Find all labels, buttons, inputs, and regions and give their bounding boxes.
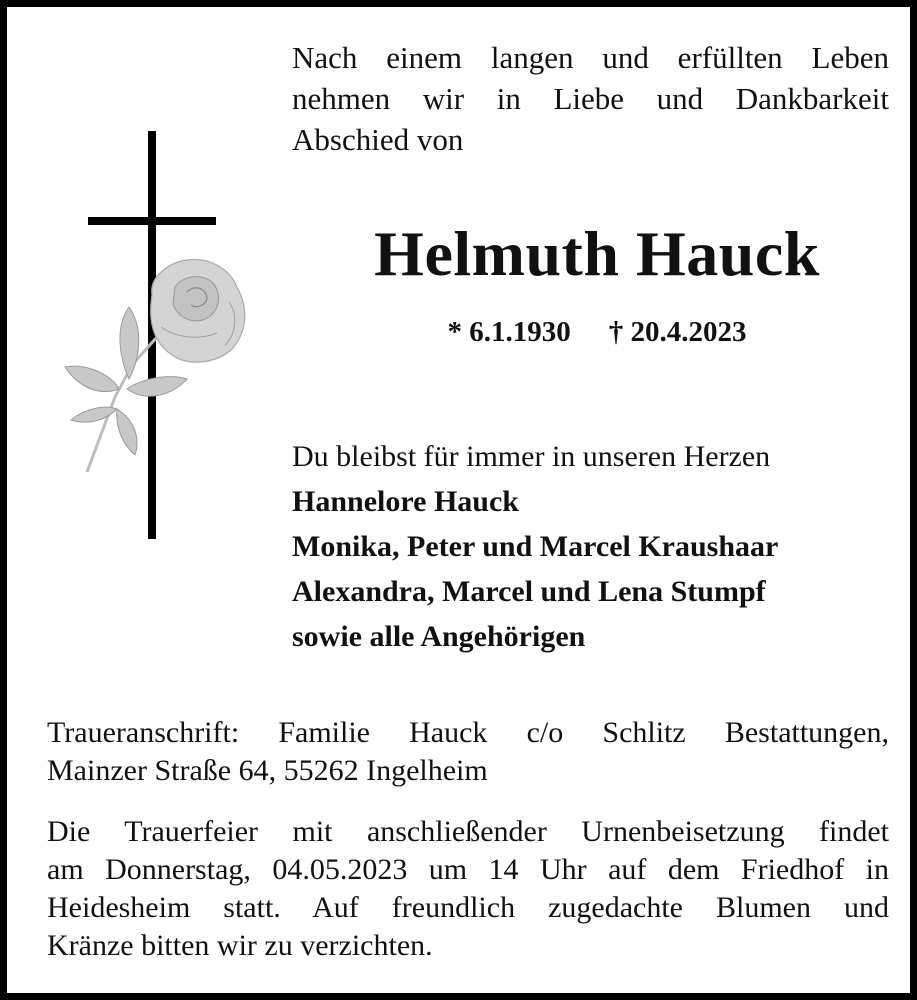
funeral-line: Kränze bitten wir zu verzichten.	[47, 929, 433, 962]
mourner: sowie alle Angehörigen	[292, 620, 586, 653]
intro-line: nehmen wir in Liebe und Dankbarkeit	[292, 81, 889, 116]
funeral-line: Heidesheim statt. Auf freundlich zugedachte Blumen und	[47, 891, 889, 924]
mourning-address	[47, 714, 889, 790]
mourners-block	[292, 434, 892, 659]
birth-date: * 6.1.1930	[447, 316, 571, 348]
mourner: Hannelore Hauck	[292, 485, 519, 518]
mourner: Alexandra, Marcel und Lena Stumpf	[292, 575, 766, 608]
intro-line: Abschied von	[292, 122, 464, 157]
intro-line: Nach einem langen und erfüllten Leben	[292, 40, 889, 75]
cross-with-rose-icon	[57, 127, 257, 542]
funeral-info	[47, 813, 889, 965]
funeral-line: Die Trauerfeier mit anschließender Urnenbeisetzung findet	[47, 815, 889, 848]
address-line: Traueranschrift: Familie Hauck c/o Schlitz Bestattungen,	[47, 716, 889, 749]
intro-text	[292, 37, 889, 160]
farewell-line: Du bleibst für immer in unseren Herzen	[292, 440, 771, 473]
funeral-line: am Donnerstag, 04.05.2023 um 14 Uhr auf dem Friedhof in	[47, 853, 889, 886]
mourner: Monika, Peter und Marcel Kraushaar	[292, 530, 779, 563]
life-dates	[307, 316, 887, 349]
death-date: † 20.4.2023	[608, 316, 747, 348]
address-line: Mainzer Straße 64, 55262 Ingelheim	[47, 754, 488, 787]
deceased-name: Helmuth Hauck	[374, 218, 820, 289]
